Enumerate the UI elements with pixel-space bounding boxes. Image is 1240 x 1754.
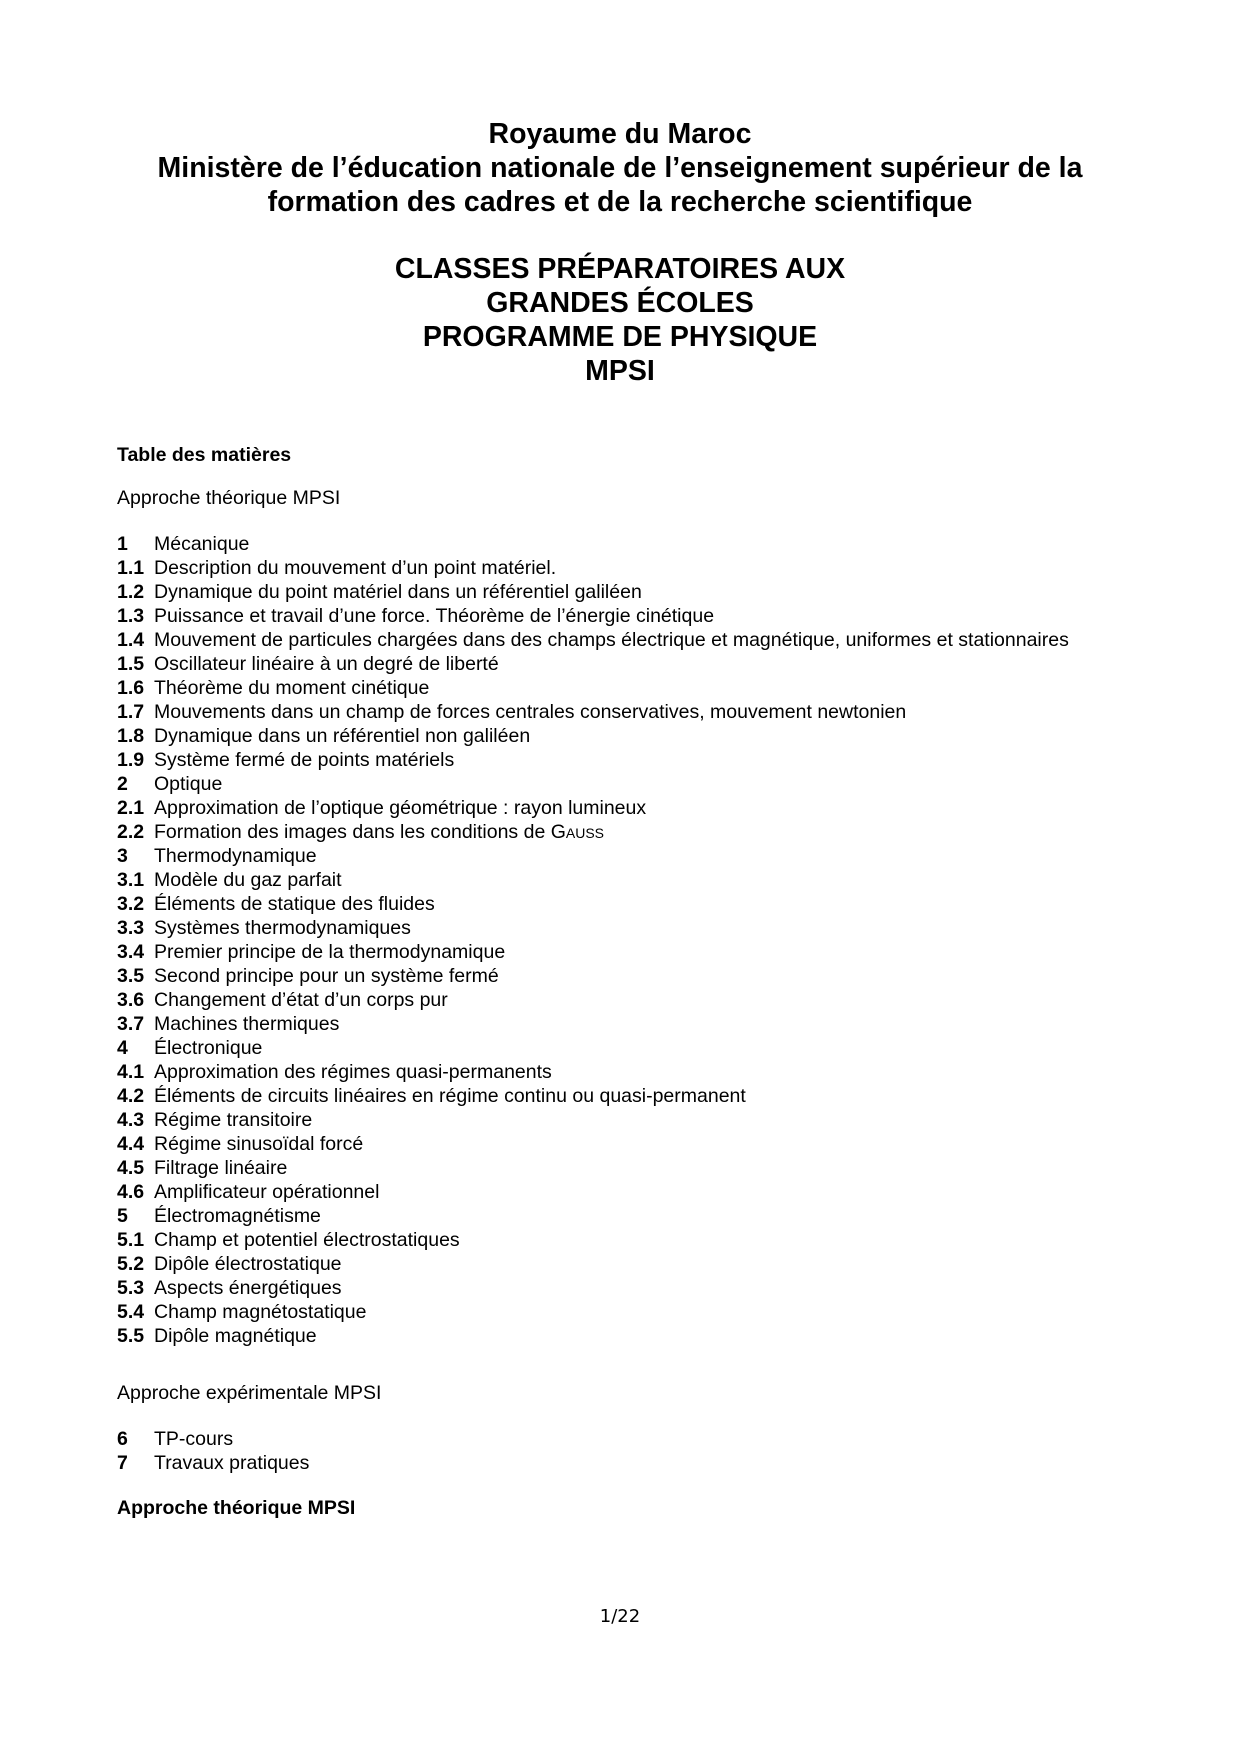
toc-item [117,1084,1129,1108]
toc-item [117,1204,1129,1228]
toc-item [117,1156,1129,1180]
toc-item-number: 3 [117,845,128,867]
toc-item-number: 1.9 [117,749,145,771]
toc-item-number: 5.3 [117,1277,145,1299]
closing-section-heading: Approche théorique MPSI [117,1497,356,1519]
toc-item [117,724,1129,748]
toc-item [117,1252,1129,1276]
toc-item-title: Système fermé de points matériels [154,749,455,771]
toc-item-number: 3.5 [117,965,145,987]
toc-item [117,1300,1129,1324]
toc-item-number: 5.1 [117,1229,145,1251]
toc-item-number: 1.2 [117,581,145,603]
toc-item-number: 2.1 [117,797,145,819]
toc-item-number: 5 [117,1205,128,1227]
toc-item-title: Dynamique du point matériel dans un référentiel galiléen [154,581,642,603]
toc-heading: Table des matières [117,444,292,466]
program-title [0,252,1240,388]
toc-item [117,1427,1129,1451]
toc-item-number: 3.4 [117,941,145,963]
toc-item [117,700,1129,724]
toc-item-title: Régime transitoire [154,1109,313,1131]
toc-item-title: Dipôle électrostatique [154,1253,342,1275]
toc-item-title: Champ magnétostatique [154,1301,367,1323]
toc-item-title: Changement d’état d’un corps pur [154,989,448,1011]
toc-item-title: Second principe pour un système fermé [154,965,499,987]
toc-item-number: 1.8 [117,725,145,747]
toc-item [117,1324,1129,1348]
toc-item [117,1060,1129,1084]
toc-item [117,868,1129,892]
toc-item [117,1036,1129,1060]
toc-item-number: 4.5 [117,1157,145,1179]
page-number: 1/22 [599,1606,641,1627]
toc-item [117,1451,1129,1475]
theoretical-approach-label: Approche théorique MPSI [117,487,341,509]
toc-item-number: 2 [117,773,128,795]
title-line-programme: PROGRAMME DE PHYSIQUE [422,321,818,353]
toc-item-title: Travaux pratiques [154,1452,310,1474]
toc-item [117,892,1129,916]
toc-item-number: 7 [117,1452,128,1474]
toc-item-title: Aspects énergétiques [154,1277,342,1299]
toc-item-title: Puissance et travail d’une force. Théorème de l’énergie cinétique [154,605,715,627]
toc-item-title: Théorème du moment cinétique [154,677,430,699]
toc-item-title: Systèmes thermodynamiques [154,917,411,939]
toc-item-title: Champ et potentiel électrostatiques [154,1229,460,1251]
header-line-ministry-cont: formation des cadres et de la recherche scientifique [267,186,973,218]
toc-item-number: 4.3 [117,1109,145,1131]
toc-item-number: 1.1 [117,557,145,579]
toc-item-number: 6 [117,1428,128,1450]
toc-item-number: 1 [117,533,128,555]
toc-item-number: 5.5 [117,1325,145,1347]
toc-item-title: TP-cours [154,1428,234,1450]
toc-item [117,628,1129,652]
toc-item-title: Modèle du gaz parfait [154,869,342,891]
toc-item-title: Optique [154,773,223,795]
toc-item-title: Éléments de statique des fluides [154,893,435,915]
toc-item-title: Régime sinusoïdal forcé [154,1133,364,1155]
toc-item [117,940,1129,964]
toc-item [117,820,1129,844]
toc-item [117,964,1129,988]
toc-item-number: 4.1 [117,1061,145,1083]
toc-item-title: Filtrage linéaire [154,1157,288,1179]
toc-item [117,796,1129,820]
toc-item [117,1276,1129,1300]
toc-item [117,748,1129,772]
header-line-ministry: Ministère de l’éducation nationale de l’enseignement supérieur de la [157,152,1083,184]
toc-item-title: Approximation des régimes quasi-permanents [154,1061,552,1083]
toc-item-number: 1.5 [117,653,145,675]
toc-item [117,556,1129,580]
title-line-ecoles: GRANDES ÉCOLES [486,287,754,319]
toc-item-title: Dipôle magnétique [154,1325,317,1347]
toc-item-title: Mouvement de particules chargées dans des champs électrique et magnétique, uniformes et stationnaires [154,629,1069,651]
toc-item [117,532,1129,556]
toc-item [117,844,1129,868]
toc-item [117,988,1129,1012]
experimental-approach-label: Approche expérimentale MPSI [117,1382,382,1404]
toc-item-number: 4.6 [117,1181,145,1203]
title-line-classes: CLASSES PRÉPARATOIRES AUX [394,253,846,285]
toc-item-title: Description du mouvement d’un point matériel. [154,557,557,579]
toc-item-title: Approximation de l’optique géométrique : rayon lumineux [154,797,647,819]
toc-item-number: 1.7 [117,701,145,723]
toc-item-title: Thermodynamique [154,845,317,867]
title-line-mpsi: MPSI [585,355,655,387]
toc-item-title: Électromagnétisme [154,1205,321,1227]
toc-item [117,1132,1129,1156]
institution-header [0,117,1240,219]
toc-item-title: Machines thermiques [154,1013,340,1035]
toc-item [117,772,1129,796]
toc-item-title: Électronique [154,1037,263,1059]
toc-item-title: Mouvements dans un champ de forces centrales conservatives, mouvement newtonien [154,701,907,723]
toc-item [117,580,1129,604]
toc-item-number: 5.2 [117,1253,145,1275]
toc-item-number: 5.4 [117,1301,145,1323]
toc-item-title: Éléments de circuits linéaires en régime continu ou quasi-permanent [154,1085,746,1107]
toc-item-number: 4 [117,1037,128,1059]
toc-item-number: 3.2 [117,893,145,915]
toc-item [117,1012,1129,1036]
toc-item-number: 4.2 [117,1085,145,1107]
toc-item-number: 4.4 [117,1133,145,1155]
toc-item [117,916,1129,940]
toc-item [117,1108,1129,1132]
toc-item-title: Oscillateur linéaire à un degré de liberté [154,653,499,675]
toc-item-number: 1.4 [117,629,145,651]
toc-item [117,1228,1129,1252]
toc-item-number: 1.6 [117,677,145,699]
toc-item-number: 3.1 [117,869,145,891]
toc-item-number: 3.6 [117,989,145,1011]
toc-item-number: 3.3 [117,917,145,939]
toc-item-title: Amplificateur opérationnel [154,1181,380,1203]
toc-item [117,604,1129,628]
toc-item-title: Mécanique [154,533,250,555]
toc-item [117,652,1129,676]
toc-item [117,1180,1129,1204]
gauss-name: Gauss [550,821,605,843]
toc-item-title: Dynamique dans un référentiel non galiléen [154,725,531,747]
toc-item-number: 3.7 [117,1013,145,1035]
toc-item [117,676,1129,700]
toc-item-title: Formation des images dans les conditions de Gauss [154,821,605,843]
header-line-country: Royaume du Maroc [488,118,752,150]
toc-item-title: Premier principe de la thermodynamique [154,941,506,963]
toc-item-number: 2.2 [117,821,145,843]
toc-theoretical-list [117,532,1129,1348]
toc-experimental-list [117,1427,1129,1475]
toc-item-number: 1.3 [117,605,145,627]
